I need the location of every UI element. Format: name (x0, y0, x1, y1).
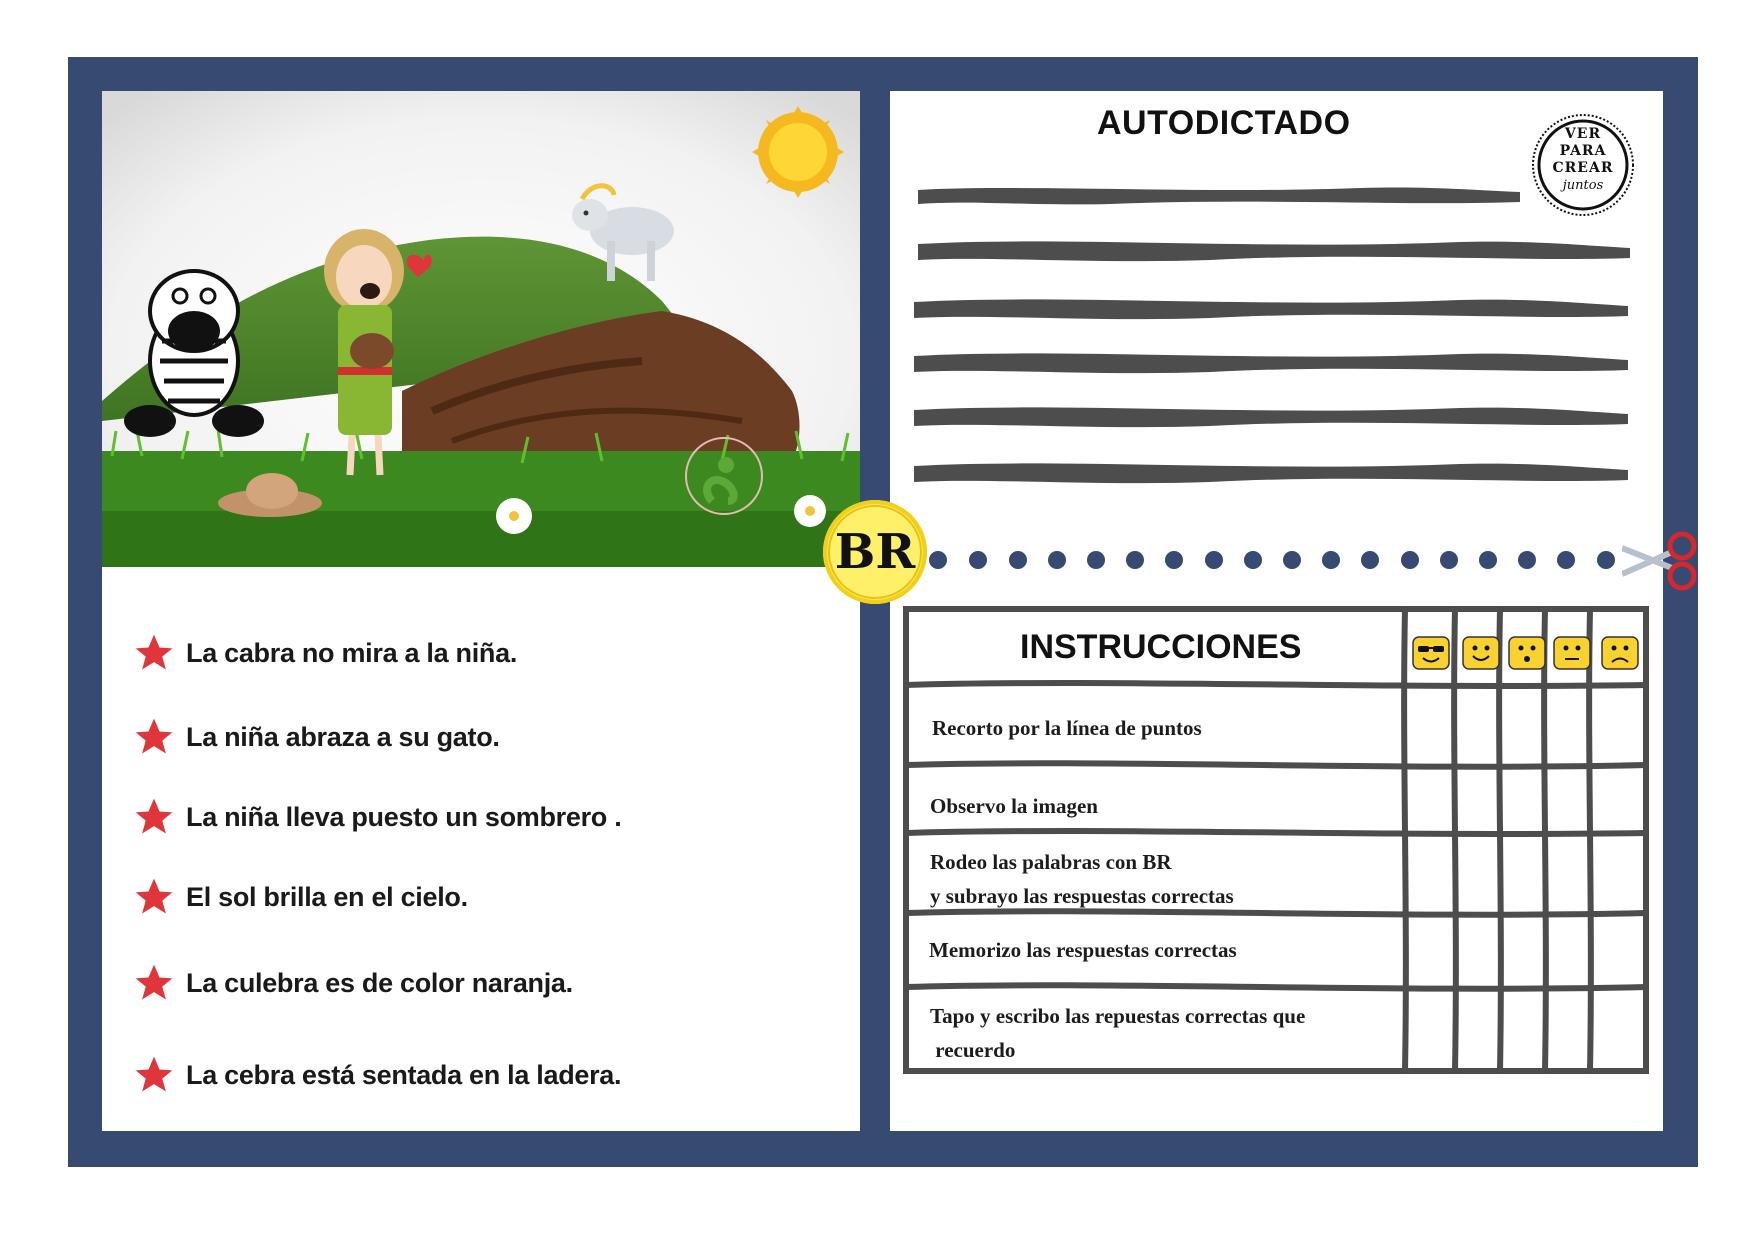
sentence-text: La niña abraza a su gato. (186, 721, 500, 752)
instruction-row: Tapo y escribo las repuestas correctas que recuerdo (930, 1004, 1306, 1062)
writing-line (914, 463, 1628, 483)
instruction-row: Observo la imagen (930, 794, 1098, 818)
star-icon (132, 715, 176, 759)
sentence-text: La culebra es de color naranja. (186, 967, 573, 998)
left-card (102, 91, 860, 1131)
writing-line (918, 187, 1520, 204)
writing-line (914, 299, 1628, 319)
sentence-item (132, 875, 468, 919)
smile-face-icon (1462, 636, 1500, 670)
logo-text: VER PARA CREAR juntos (1552, 126, 1614, 193)
sentence-item (132, 1053, 621, 1097)
cut-dotted-line (928, 550, 1628, 570)
sentence-item (132, 795, 621, 839)
star-icon (132, 795, 176, 839)
sad-face-icon (1601, 636, 1639, 670)
br-badge-label: BR (828, 505, 922, 599)
br-badge (823, 500, 927, 604)
surprised-face-icon (1508, 636, 1546, 670)
sentence-item (132, 961, 573, 1005)
instruction-row: Rodeo las palabras con BR y subrayo las respuestas correctas (930, 850, 1234, 908)
writing-line (914, 353, 1628, 373)
instruction-row: Recorto por la línea de puntos (932, 716, 1202, 740)
cool-face-icon (1412, 636, 1450, 670)
instructions-title: INSTRUCCIONES (1020, 628, 1302, 666)
instruction-row: Memorizo las respuestas correctas (929, 938, 1237, 962)
star-icon (132, 1053, 176, 1097)
autodictado-title: AUTODICTADO (1097, 104, 1351, 142)
writing-line (914, 407, 1628, 427)
writing-line (918, 241, 1630, 261)
scene-illustration (102, 91, 860, 567)
sentence-text: El sol brilla en el cielo. (186, 881, 468, 912)
sentence-item (132, 631, 517, 675)
star-icon (132, 961, 176, 1005)
sentence-text: La niña lleva puesto un sombrero . (186, 801, 622, 832)
star-icon (132, 631, 176, 675)
neutral-face-icon (1553, 636, 1591, 670)
star-icon (132, 875, 176, 919)
sentence-text: La cebra está sentada en la ladera. (186, 1059, 622, 1090)
sentence-item (132, 715, 500, 759)
scissors-icon (1622, 528, 1702, 594)
sentence-text: La cabra no mira a la niña. (186, 637, 518, 668)
writing-lines (910, 180, 1640, 500)
